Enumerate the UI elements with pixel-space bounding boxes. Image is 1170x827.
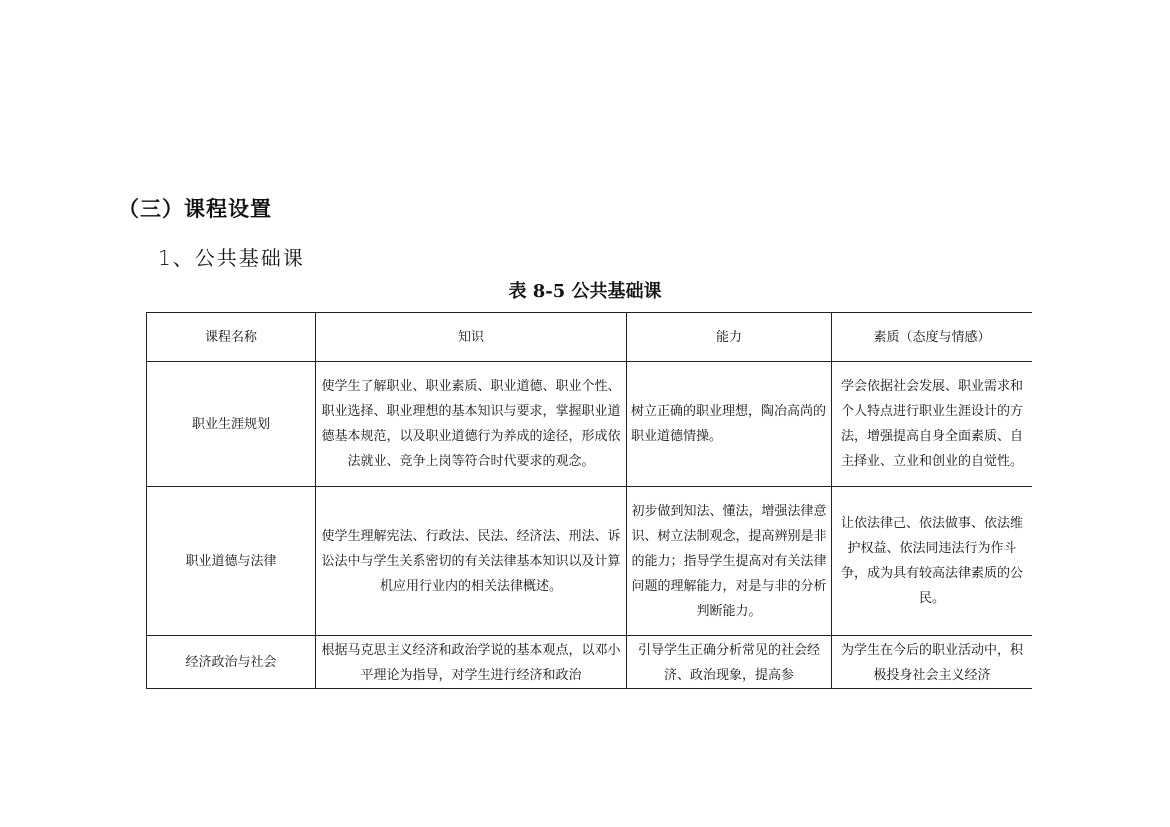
table-header-row [147,313,1033,362]
course-table-container [146,312,1032,689]
sub-heading: 1、公共基础课 [158,246,305,270]
table-row [147,362,1033,487]
quality-cell: 为学生在今后的职业活动中，积极投身社会主义经济 [832,636,1033,689]
ability-cell: 树立正确的职业理想，陶冶高尚的职业道德情操。 [627,362,832,487]
section-heading: （三）课程设置 [118,196,272,221]
table-caption: 表 8-5 公共基础课 [508,281,662,302]
table-row [147,487,1033,636]
quality-cell: 学会依据社会发展、职业需求和个人特点进行职业生涯设计的方法，增强提高自身全面素质、自主择业、立业和创业的自觉性。 [832,362,1033,487]
header-ability: 能力 [627,313,832,362]
header-quality: 素质（态度与情感） [832,313,1033,362]
course-table [146,312,1032,689]
table-row [147,636,1033,689]
knowledge-cell: 使学生理解宪法、行政法、民法、经济法、刑法、诉讼法中与学生关系密切的有关法律基本知识以及计算机应用行业内的相关法律概述。 [316,487,627,636]
quality-cell: 让依法律己、依法做事、依法维护权益、依法同违法行为作斗争，成为具有较高法律素质的公民。 [832,487,1033,636]
course-name-cell: 经济政治与社会 [147,636,316,689]
knowledge-cell: 根据马克思主义经济和政治学说的基本观点，以邓小平理论为指导，对学生进行经济和政治 [316,636,627,689]
knowledge-cell: 使学生了解职业、职业素质、职业道德、职业个性、职业选择、职业理想的基本知识与要求，掌握职业道德基本规范，以及职业道德行为养成的途径，形成依法就业、竞争上岗等符合时代要求的观念。 [316,362,627,487]
ability-cell: 初步做到知法、懂法，增强法律意识、树立法制观念，提高辨别是非的能力；指导学生提高对有关法律问题的理解能力，对是与非的分析判断能力。 [627,487,832,636]
ability-cell: 引导学生正确分析常见的社会经济、政治现象，提高参 [627,636,832,689]
header-knowledge: 知识 [316,313,627,362]
course-name-cell: 职业生涯规划 [147,362,316,487]
header-course-name: 课程名称 [147,313,316,362]
course-name-cell: 职业道德与法律 [147,487,316,636]
